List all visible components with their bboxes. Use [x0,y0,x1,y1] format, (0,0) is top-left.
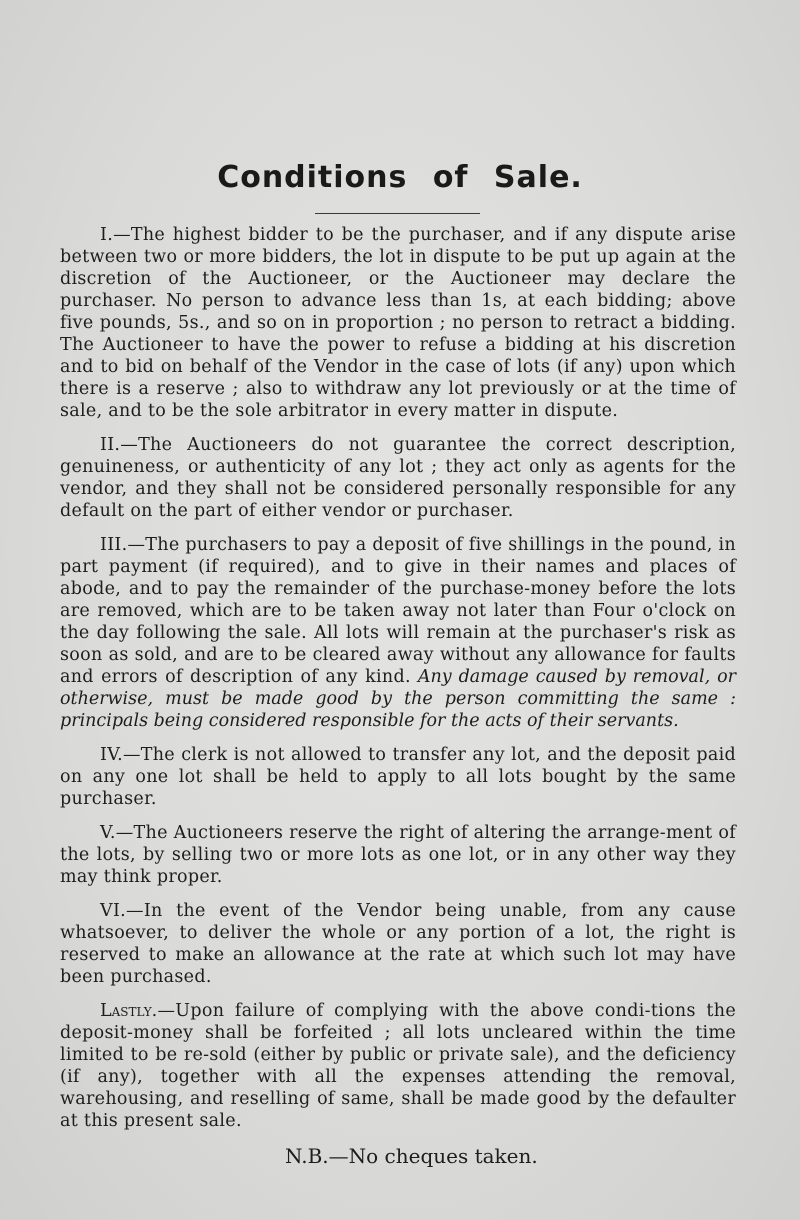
condition-2-text: II.—The Auctioneers do not guarantee the correct description, genuineness, or authenticity of any lot ; they act only as agents for the vendor, and they shall not be considered personally responsible for any default on the part of either vendor or purchaser. [60,435,736,521]
condition-3 [60,534,736,732]
condition-lastly-text: .—Upon failure of complying with the above condi-tions the deposit-money shall be forfeited ; all lots uncleared within the time limited to be re-sold (either by public or private sale), and the deficiency (if any), together with all the expenses attending the removal, warehousing, and reselling of same, shall be made good by the defaulter at this present sale. [60,1001,736,1131]
condition-4 [60,744,736,810]
condition-3-text: III.—The purchasers to pay a deposit of five shillings in the pound, in part payment (if required), and to give in their names and places of abode, and to pay the remainder of the purchase-money before the lots are removed, which are to be taken away not later than Four o'clock on the day following the sale. All lots will remain at the purchaser's risk as soon as sold, and are to be cleared away without any allowance for faults and errors of description of any kind. [60,535,736,687]
condition-5 [60,822,736,888]
title-divider [315,213,480,214]
condition-2 [60,434,736,522]
condition-3-italic-text: Any damage caused by removal, or otherwise, must be made good by the person committing the same : principals being considered responsible for the acts of their servants. [60,667,736,731]
condition-lastly [60,1000,736,1132]
condition-1 [60,224,736,422]
condition-5-text: V.—The Auctioneers reserve the right of altering the arrange-ment of the lots, by selling two or more lots as one lot, or in any other way they may think proper. [60,823,736,887]
page-title: Conditions of Sale. [217,160,583,195]
condition-lastly-heading: Lastly [100,1001,152,1021]
condition-1-text: I.—The highest bidder to be the purchaser, and if any dispute arise between two or more bidders, the lot in dispute to be put up again at the discretion of the Auctioneer, or the Auctioneer may declare the purchaser. No person to advance less than 1s, at each bidding; above five pounds, 5s., and so on in proportion ; no person to retract a bidding. The Auctioneer to have the power to refuse a bidding at his discretion and to bid on behalf of the Vendor in the case of lots (if any) upon which there is a reserve ; also to withdraw any lot previously or at the time of sale, and to be the sole arbitrator in every matter in dispute. [60,225,736,421]
condition-4-text: IV.—The clerk is not allowed to transfer any lot, and the deposit paid on any one lot shall be held to apply to all lots bought by the same purchaser. [60,745,736,809]
condition-6 [60,900,736,988]
condition-6-text: VI.—In the event of the Vendor being unable, from any cause whatsoever, to deliver the whole or any portion of a lot, the right is reserved to make an allowance at the rate at which such lot may have been purchased. [60,901,736,987]
conditions-body [60,224,736,1168]
no-cheques-note: N.B.—No cheques taken. [285,1144,538,1168]
